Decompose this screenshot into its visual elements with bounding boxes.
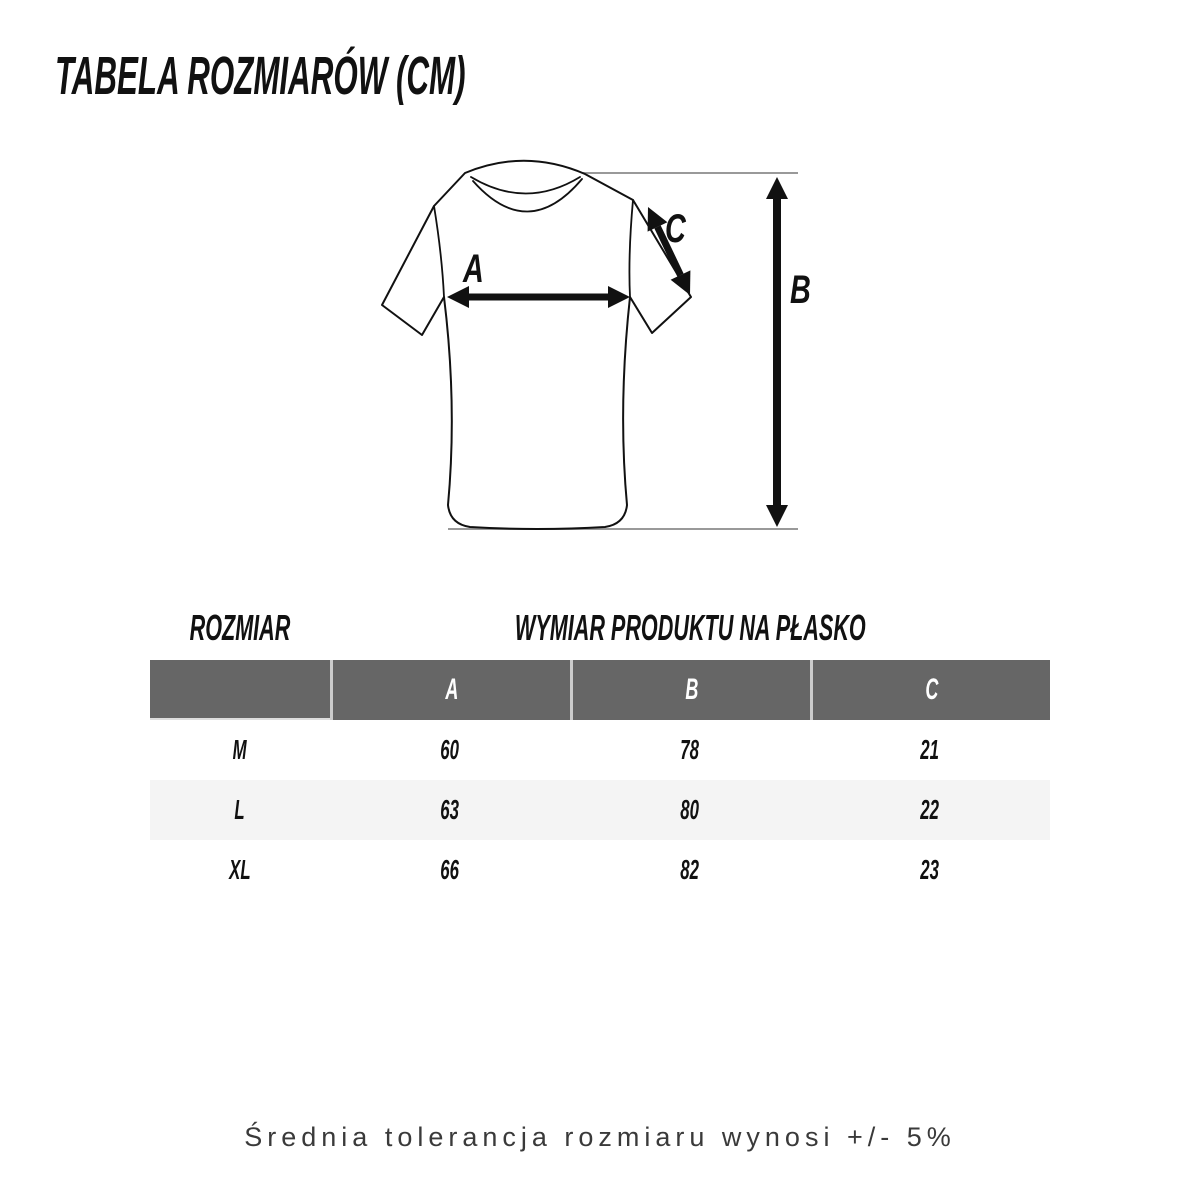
header-cell-size xyxy=(150,660,330,720)
measurement-value: 60 xyxy=(440,734,460,765)
tolerance-note: Średnia tolerancja rozmiaru wynosi +/- 5% xyxy=(244,1122,956,1152)
size-column-title xyxy=(150,606,330,650)
measurement-cell xyxy=(810,780,1050,840)
header-label-a: A xyxy=(444,673,458,706)
size-cell xyxy=(150,840,330,900)
measurement-cell xyxy=(570,840,810,900)
header-cell-b xyxy=(570,660,810,720)
tshirt-measurement-diagram xyxy=(360,140,840,560)
size-column-title-text: ROZMIAR xyxy=(189,607,291,648)
measurement-cell xyxy=(810,840,1050,900)
measurement-value: 63 xyxy=(440,794,460,825)
header-cell-a xyxy=(330,660,570,720)
diagram-label-a: A xyxy=(463,246,484,292)
measurement-cell xyxy=(330,840,570,900)
diagram-label-b: B xyxy=(790,267,811,313)
measurements-title-text: WYMIAR PRODUKTU NA PŁASKO xyxy=(514,607,866,648)
left-sleeve-seam xyxy=(434,206,444,297)
header-cell-c xyxy=(810,660,1050,720)
measure-arrow-b xyxy=(766,177,788,527)
measurement-value: 66 xyxy=(440,854,460,885)
measurement-cell xyxy=(330,780,570,840)
page-title: TABELA ROZMIARÓW (CM) xyxy=(55,46,466,106)
measurement-cell xyxy=(570,780,810,840)
measurement-cell xyxy=(570,720,810,780)
right-sleeve-seam xyxy=(629,200,633,297)
measurement-value: 80 xyxy=(680,794,700,825)
table-row-xl xyxy=(150,840,1050,900)
measurement-value: 78 xyxy=(680,734,700,765)
table-header-row xyxy=(150,660,1050,720)
measurement-value: 21 xyxy=(920,734,940,765)
size-value: L xyxy=(234,794,246,825)
header-label-b: B xyxy=(684,673,698,706)
table-row-m xyxy=(150,720,1050,780)
size-cell xyxy=(150,720,330,780)
table-row-l xyxy=(150,780,1050,840)
size-value: XL xyxy=(229,854,251,885)
measurement-value: 23 xyxy=(920,854,940,885)
size-table xyxy=(150,660,1050,900)
size-cell xyxy=(150,780,330,840)
tshirt-outline xyxy=(382,161,691,529)
measurement-cell xyxy=(810,720,1050,780)
collar-band-line xyxy=(471,177,580,194)
diagram-label-c: C xyxy=(665,206,686,252)
measurements-title xyxy=(330,606,1050,650)
measurement-value: 82 xyxy=(680,854,700,885)
measurement-cell xyxy=(330,720,570,780)
measurement-value: 22 xyxy=(920,794,940,825)
header-label-c: C xyxy=(924,673,938,706)
size-value: M xyxy=(232,734,247,765)
